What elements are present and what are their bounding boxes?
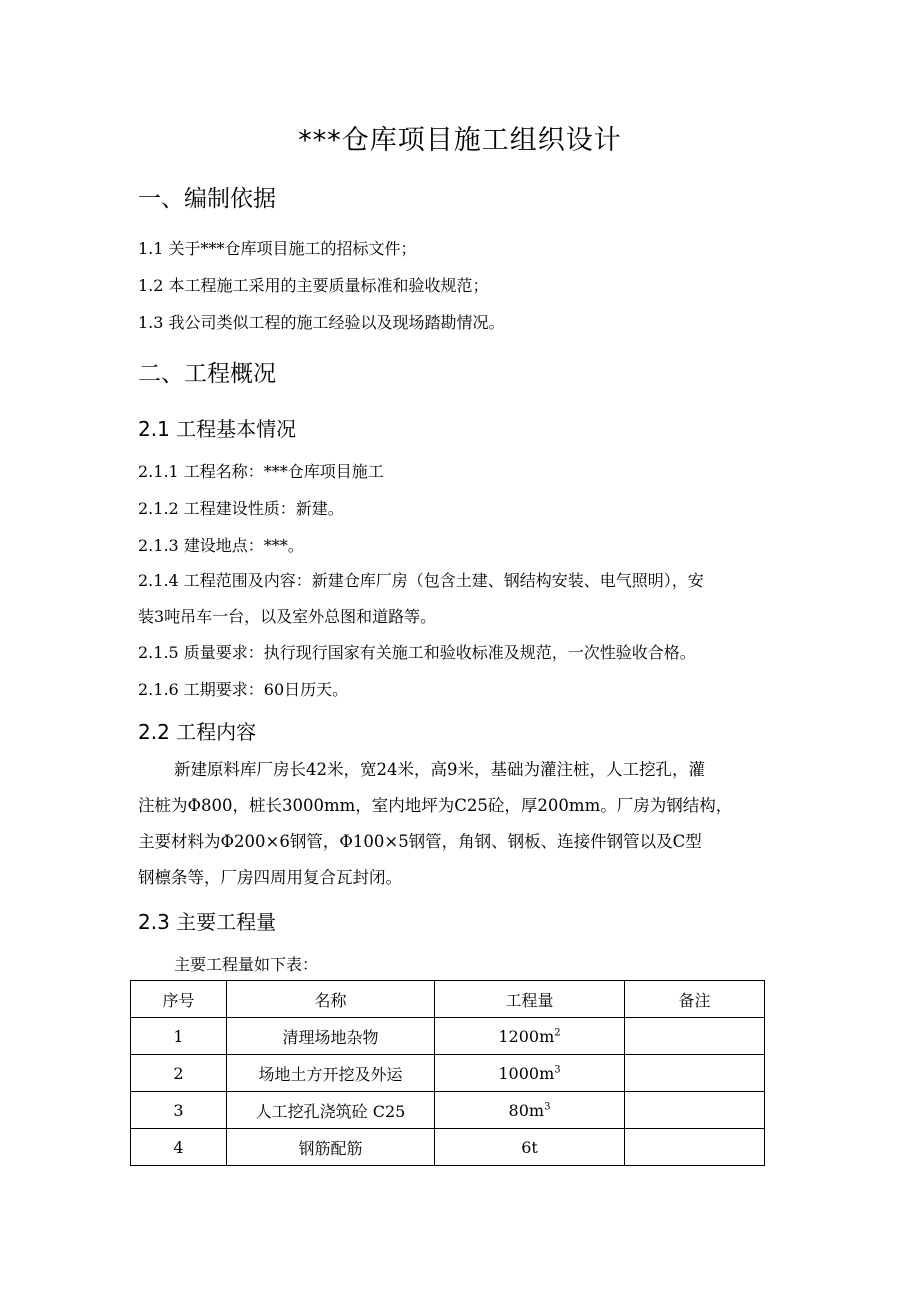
cell-no: 3 — [131, 1092, 227, 1129]
table-row — [131, 1055, 765, 1092]
subsection-heading-basic-info: 2.1 工程基本情况 — [138, 417, 297, 441]
qty-value: 1200m — [498, 1026, 555, 1046]
subsection-heading-content: 2.2 工程内容 — [138, 720, 257, 744]
header-name: 名称 — [227, 981, 435, 1018]
cell-no: 1 — [131, 1018, 227, 1055]
content-line: 注桩为Φ800，桩长3000mm，室内地坪为C25砼，厚200mm。厂房为钢结构， — [138, 796, 733, 815]
header-note: 备注 — [625, 981, 765, 1018]
cell-qty — [435, 1092, 625, 1129]
table-row — [131, 1092, 765, 1129]
info-item-nature: 2.1.2 工程建设性质：新建。 — [138, 499, 344, 518]
qty-exponent: 2 — [554, 1027, 561, 1039]
content-line: 钢檩条等，厂房四周用复合瓦封闭。 — [138, 868, 402, 887]
cell-note — [625, 1055, 765, 1092]
info-item-scope-line2: 装3吨吊车一台，以及室外总图和道路等。 — [138, 607, 437, 626]
cell-name: 清理场地杂物 — [227, 1018, 435, 1055]
cell-name: 场地土方开挖及外运 — [227, 1055, 435, 1092]
section-heading-basis: 一、编制依据 — [138, 186, 276, 212]
cell-note — [625, 1129, 765, 1166]
cell-note — [625, 1018, 765, 1055]
content-line: 新建原料库厂房长42米，宽24米，高9米，基础为灌注桩，人工挖孔，灌 — [174, 760, 705, 779]
basis-item-2: 1.2 本工程施工采用的主要质量标准和验收规范； — [138, 276, 489, 295]
qty-exponent: 3 — [554, 1064, 561, 1076]
subsection-heading-quantities: 2.3 主要工程量 — [138, 910, 277, 934]
info-item-name: 2.1.1 工程名称：***仓库项目施工 — [138, 462, 384, 481]
qty-value: 6t — [521, 1137, 538, 1157]
document-title: ***仓库项目施工组织设计 — [298, 125, 622, 156]
cell-no: 2 — [131, 1055, 227, 1092]
cell-qty — [435, 1129, 625, 1166]
cell-qty — [435, 1018, 625, 1055]
table-row — [131, 1018, 765, 1055]
quantities-intro: 主要工程量如下表： — [174, 955, 319, 974]
cell-no: 4 — [131, 1129, 227, 1166]
basis-item-3: 1.3 我公司类似工程的施工经验以及现场踏勘情况。 — [138, 313, 505, 332]
content-line: 主要材料为Φ200×6钢管，Φ100×5钢管，角钢、钢板、连接件钢管以及C型 — [138, 832, 702, 851]
cell-qty — [435, 1055, 625, 1092]
header-no: 序号 — [131, 981, 227, 1018]
header-qty: 工程量 — [435, 981, 625, 1018]
info-item-schedule: 2.1.6 工期要求：60日历天。 — [138, 680, 349, 699]
info-item-quality: 2.1.5 质量要求：执行现行国家有关施工和验收标准及规范，一次性验收合格。 — [138, 643, 696, 662]
table-header-row — [131, 981, 765, 1018]
section-heading-overview: 二、工程概况 — [138, 361, 276, 387]
qty-value: 1000m — [498, 1063, 555, 1083]
qty-exponent: 3 — [544, 1101, 551, 1113]
qty-value: 80m — [508, 1100, 545, 1120]
quantities-table — [130, 980, 765, 1166]
cell-name: 人工挖孔浇筑砼 C25 — [227, 1092, 435, 1129]
basis-item-1: 1.1 关于***仓库项目施工的招标文件； — [138, 239, 417, 258]
content-paragraph — [138, 752, 786, 896]
cell-name: 钢筋配筋 — [227, 1129, 435, 1166]
cell-note — [625, 1092, 765, 1129]
table-row — [131, 1129, 765, 1166]
info-item-scope-line1: 2.1.4 工程范围及内容：新建仓库厂房（包含土建、钢结构安装、电气照明），安 — [138, 571, 704, 590]
info-item-location: 2.1.3 建设地点：***。 — [138, 536, 304, 555]
